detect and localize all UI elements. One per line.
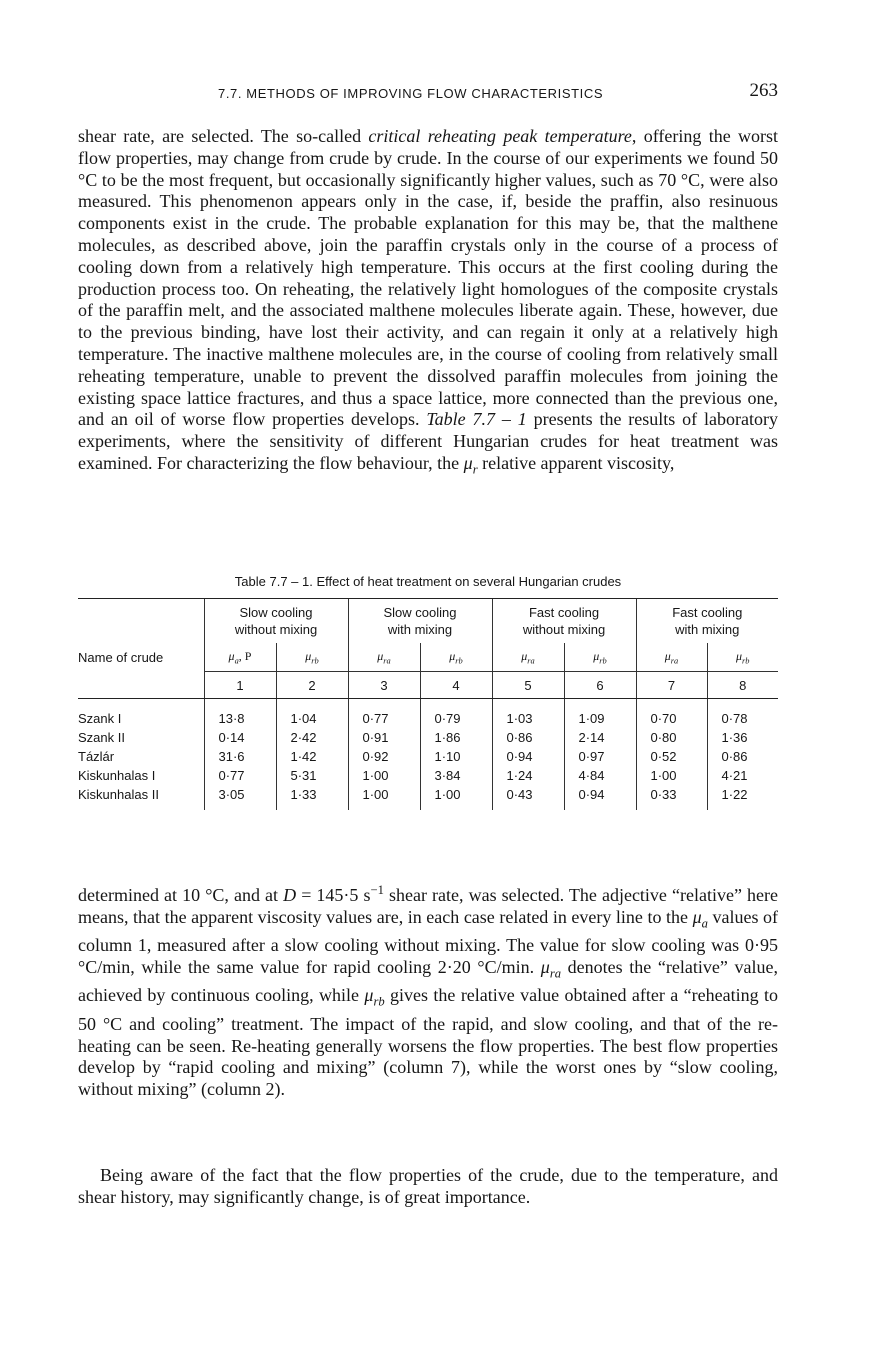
group-header: Slow cooling with mixing (348, 599, 492, 644)
symbol-header: $\mu_{rb}$ (707, 643, 778, 672)
table-cell: 1·00 (420, 785, 492, 810)
table-cell: 0·52 (636, 747, 707, 766)
table-cell: 1·04 (276, 699, 348, 729)
table-reference: Table 7.7 – 1 (426, 409, 527, 430)
table-cell: 13·8 (204, 699, 276, 729)
table-row (78, 766, 778, 785)
table-caption: Table 7.7 – 1. Effect of heat treatment on several Hungarian crudes (234, 574, 622, 589)
table-row (78, 699, 778, 729)
table-cell: 3·84 (420, 766, 492, 785)
column-number: 6 (564, 672, 636, 699)
running-head: 7.7. METHODS OF IMPROVING FLOW CHARACTERISTICS (218, 86, 604, 101)
para2-text-b: = 145·5 s (296, 885, 371, 905)
crude-name: Kiskunhalas II (78, 787, 159, 802)
table-body (78, 699, 778, 811)
symbol-header: $\mu_{ra}$ (636, 643, 707, 672)
group-header: Fast cooling without mixing (492, 599, 636, 644)
mu-subscript: a (701, 916, 708, 931)
column-number: 7 (636, 672, 707, 699)
column-number: 4 (420, 672, 492, 699)
para1-text-d: relative apparent viscosity, (477, 452, 675, 473)
column-number: 8 (707, 672, 778, 699)
column-number: 5 (492, 672, 564, 699)
symbol-header: $\mu_a$, P (204, 643, 276, 672)
table-cell: 0·91 (348, 728, 420, 747)
mu-symbol: μ (364, 985, 374, 1006)
table-cell: 2·14 (564, 728, 636, 747)
mu-subscript: rb (373, 994, 385, 1009)
table-row (78, 728, 778, 747)
symbol-header: $\mu_{rb}$ (276, 643, 348, 672)
table-cell: 0·77 (348, 699, 420, 729)
symbol-header: $\mu_{ra}$ (348, 643, 420, 672)
table-cell: 1·36 (707, 728, 778, 747)
table-cell: 0·14 (204, 728, 276, 747)
table-cell: 0·94 (564, 785, 636, 810)
symbol-header: $\mu_{rb}$ (564, 643, 636, 672)
name-of-crude-header: Name of crude (78, 649, 164, 665)
para2-text-a: determined at 10 °C, and at (78, 885, 284, 905)
symbol-header: $\mu_{ra}$ (492, 643, 564, 672)
column-number: 2 (276, 672, 348, 699)
name-header-cell (78, 599, 204, 644)
table-cell: 2·42 (276, 728, 348, 747)
unit-exponent: −1 (370, 883, 384, 897)
table-cell: 1·03 (492, 699, 564, 729)
para2-text-e: denotes the “relative” value, achieved by continuous cooling, while (78, 956, 778, 1006)
mu-subscript: ra (549, 966, 562, 981)
table-cell: 1·00 (348, 785, 420, 810)
page-number: 263 (749, 80, 778, 101)
para2-text-c: shear rate, was selected. The adjective “relative” here means, that the apparent viscosity values are, in each case related in every line to the (78, 885, 778, 927)
table-cell: 1·10 (420, 747, 492, 766)
mu-symbol: μ (692, 906, 702, 927)
table-cell: 0·86 (492, 728, 564, 747)
shear-rate-symbol: D (283, 885, 297, 905)
table-row (78, 747, 778, 766)
column-number: 3 (348, 672, 420, 699)
group-header: Slow cooling without mixing (204, 599, 348, 644)
table-cell: 1·09 (564, 699, 636, 729)
para1-text-c: presents the results of laboratory experiments, where the sensitivity of different Hungarian crudes for heat treatment was examined. For characterizing the flow behaviour, the (78, 409, 778, 473)
group-header: Fast cooling with mixing (636, 599, 778, 644)
table-cell: 0·78 (707, 699, 778, 729)
table-cell: 4·84 (564, 766, 636, 785)
para2-text-d: values of column 1, measured after a slow cooling without mixing. The value for slow cooling was 0·95 °C/min, while the same value for rapid cooling 2·20 °C/min. (78, 906, 779, 977)
table-row (78, 785, 778, 810)
crude-name: Szank I (78, 711, 122, 726)
para1-text-b: , offering the worst flow properties, may change from crude by crude. In the course of our experiments we found 50 °C to be the most frequent, but occasionally significantly higher values, such as 70 °C, were also measured. This phenomenon appears only in the case, if, beside the praffin, also resinuous components exist in the crude. The probable explanation for this may be, that the malthene molecules, as described above, join the paraffin crystals only in the course of a process of cooling down from a relatively high temperature. This occurs at the first cooling during the production process too. On reheating, the relatively light homologues of the composite crystals of the paraffin melt, and the associated malthene molecules liberate again. These, however, due to the previous binding, have lost their activity, and can regain it only at a relatively high temperature. The inactive malthene molecules are, in the course of cooling from relatively small reheating temperature, unable to prevent the dissolved paraffin molecules from joining the existing space lattice fractures, and thus a space lattice, more connected than the previous one, and an oil of worse flow properties develops. (78, 126, 778, 430)
page-header (78, 80, 778, 106)
table-cell: 1·33 (276, 785, 348, 810)
table-cell: 1·22 (707, 785, 778, 810)
symbol-header: $\mu_{rb}$ (420, 643, 492, 672)
table-cell: 1·00 (348, 766, 420, 785)
table-cell: 0·94 (492, 747, 564, 766)
table-cell: 0·43 (492, 785, 564, 810)
table-cell: 0·70 (636, 699, 707, 729)
mu-symbol: μ (540, 956, 550, 977)
table-cell: 0·77 (204, 766, 276, 785)
crude-name: Tázlár (78, 749, 115, 764)
table-cell: 1·86 (420, 728, 492, 747)
term-critical-reheating-peak-temperature: critical reheating peak temperature (368, 126, 632, 146)
table-cell: 5·31 (276, 766, 348, 785)
table-cell: 0·80 (636, 728, 707, 747)
mu-symbol: μ (463, 452, 473, 473)
paragraph-1 (78, 126, 778, 481)
table-cell: 0·86 (707, 747, 778, 766)
crude-name: Kiskunhalas I (78, 768, 156, 783)
para2-text-f: gives the relative value obtained after a “reheating to 50 °C and cooling” treatment. The impact of the rapid, and slow cooling, and that of the re-heating can be seen. Re-heating generally worsens the flow properties. The best flow properties develop by “rapid cooling and mixing” (column 7), while the worst ones by “slow cooling, without mixing” (column 2). (78, 985, 779, 1100)
crude-name: Szank II (78, 730, 125, 745)
heat-treatment-table (78, 598, 778, 810)
table-cell: 0·97 (564, 747, 636, 766)
mu-subscript: r (472, 462, 478, 477)
blank-cell (78, 672, 204, 699)
table-cell: 1·24 (492, 766, 564, 785)
table-cell: 1·00 (636, 766, 707, 785)
table-cell: 1·42 (276, 747, 348, 766)
table-cell: 0·92 (348, 747, 420, 766)
para3-text: Being aware of the fact that the flow properties of the crude, due to the temperature, and shear history, may significantly change, is of great importance. (78, 1165, 778, 1207)
table-cell: 3·05 (204, 785, 276, 810)
column-number: 1 (204, 672, 276, 699)
table-cell: 0·79 (420, 699, 492, 729)
paragraph-2 (78, 880, 778, 1101)
table-cell: 0·33 (636, 785, 707, 810)
paragraph-3 (78, 1165, 778, 1209)
table-cell: 31·6 (204, 747, 276, 766)
table-cell: 4·21 (707, 766, 778, 785)
para1-text-a: shear rate, are selected. The so-called (78, 126, 369, 146)
